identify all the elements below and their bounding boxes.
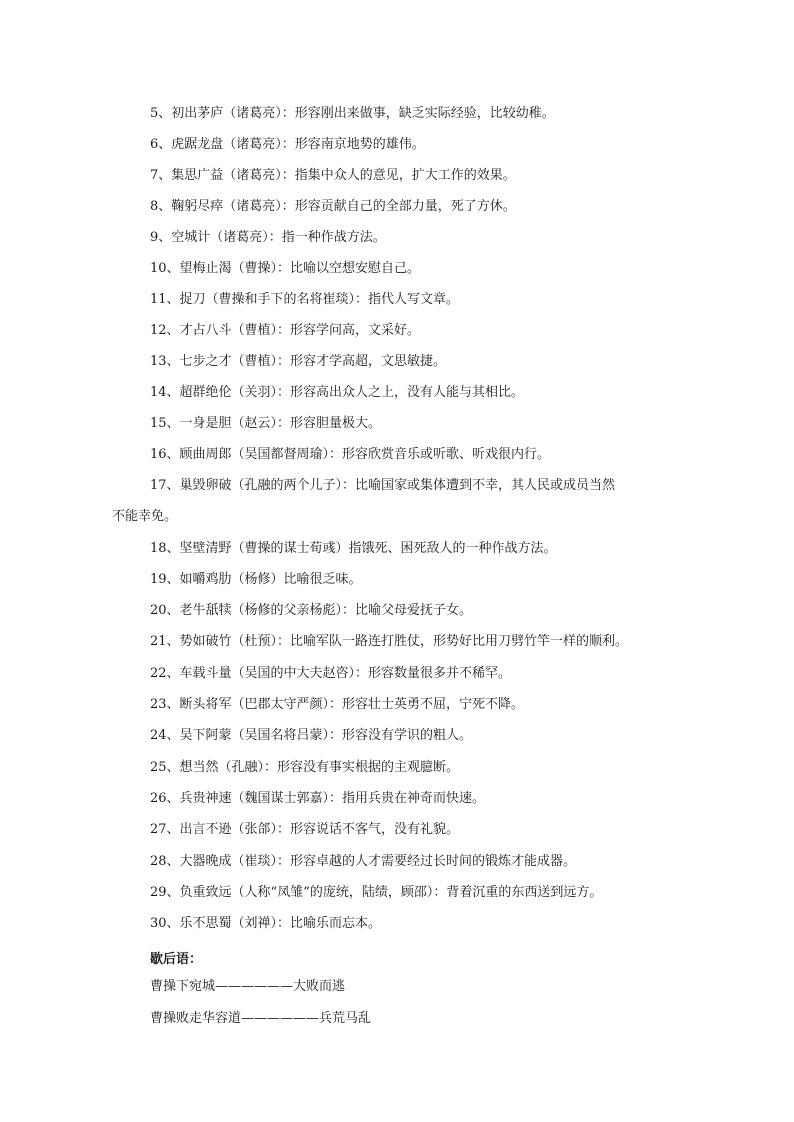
idiom-entry: 15、一身是胆（赵云）：形容胆量极大。 <box>150 416 382 431</box>
idiom-entry-line2: 不能幸免。 <box>112 509 178 524</box>
idiom-entry: 24、吴下阿蒙（吴国名将吕蒙）：形容没有学识的粗人。 <box>150 728 473 743</box>
idiom-entry: 29、负重致远（人称“凤雏”的庞统，陆绩，顾邵）：背着沉重的东西送到远方。 <box>150 885 603 900</box>
idiom-entry: 16、顾曲周郎（吴国都督周瑜）：形容欣赏音乐或听歌、听戏很内行。 <box>150 447 551 462</box>
idiom-entry: 22、车载斗量（吴国的中大夫赵咨）：形容数量很多并不稀罕。 <box>150 666 512 681</box>
idiom-entry: 23、断头将军（巴郡太守严颜）：形容壮士英勇不屈，宁死不降。 <box>150 697 525 712</box>
idiom-entry: 20、老牛舐犊（杨修的父亲杨彪）：比喻父母爱抚子女。 <box>150 603 473 618</box>
idiom-entry-line1: 17、巢毁卵破（孔融的两个儿子）：比喻国家或集体遭到不幸，其人民或成员当然 <box>150 478 616 493</box>
idiom-entry: 7、集思广益（诸葛亮）：指集中众人的意见，扩大工作的效果。 <box>150 168 516 183</box>
xiehouyu-entry: 曹操下宛城——————大败而逃 <box>150 979 346 994</box>
idiom-entry: 30、乐不思蜀（刘禅）：比喻乐而忘本。 <box>150 916 382 931</box>
xiehouyu-entry: 曹操败走华容道——————兵荒马乱 <box>150 1011 372 1026</box>
idiom-entry: 27、出言不逊（张郃）：形容说话不客气，没有礼貌。 <box>150 822 460 837</box>
idiom-entry: 18、坚壁清野（曹操的谋士荀彧）指饿死、困死敌人的一种作战方法。 <box>150 541 557 556</box>
idiom-entry: 28、大器晚成（崔琰）：形容卓越的人才需要经过长时间的锻炼才能成器。 <box>150 854 577 869</box>
idiom-entry: 26、兵贵神速（魏国谋士郭嘉）：指用兵贵在神奇而快速。 <box>150 791 486 806</box>
idiom-entry: 5、初出茅庐（诸葛亮）：形容刚出来做事，缺乏实际经验，比较幼稚。 <box>150 106 555 121</box>
idiom-entry: 21、势如破竹（杜预）：比喻军队一路连打胜仗，形势好比用刀劈竹竿一样的顺利。 <box>150 634 629 649</box>
idiom-entry: 11、捉刀（曹操和手下的名将崔琰）：指代人写文章。 <box>150 292 460 307</box>
section-heading: 歇后语： <box>150 952 203 967</box>
idiom-entry: 6、虎踞龙盘（诸葛亮）：形容南京地势的雄伟。 <box>150 137 425 152</box>
idiom-entry: 9、空城计（诸葛亮）：指一种作战方法。 <box>150 230 386 245</box>
idiom-entry: 19、如嚼鸡肋（杨修）比喻很乏味。 <box>150 572 362 587</box>
idiom-entry: 25、想当然（孔融）：形容没有事实根据的主观臆断。 <box>150 760 460 775</box>
idiom-entry: 8、鞠躬尽瘁（诸葛亮）：形容贡献自己的全部力量，死了方休。 <box>150 199 516 214</box>
idiom-entry: 13、七步之才（曹植）：形容才学高超，文思敏捷。 <box>150 354 447 369</box>
idiom-entry: 12、才占八斗（曹植）：形容学问高，文采好。 <box>150 323 421 338</box>
idiom-entry: 14、超群绝伦（关羽）：形容高出众人之上，没有人能与其相比。 <box>150 385 525 400</box>
idiom-entry: 10、望梅止渴（曹操）：比喻以空想安慰自己。 <box>150 261 421 276</box>
